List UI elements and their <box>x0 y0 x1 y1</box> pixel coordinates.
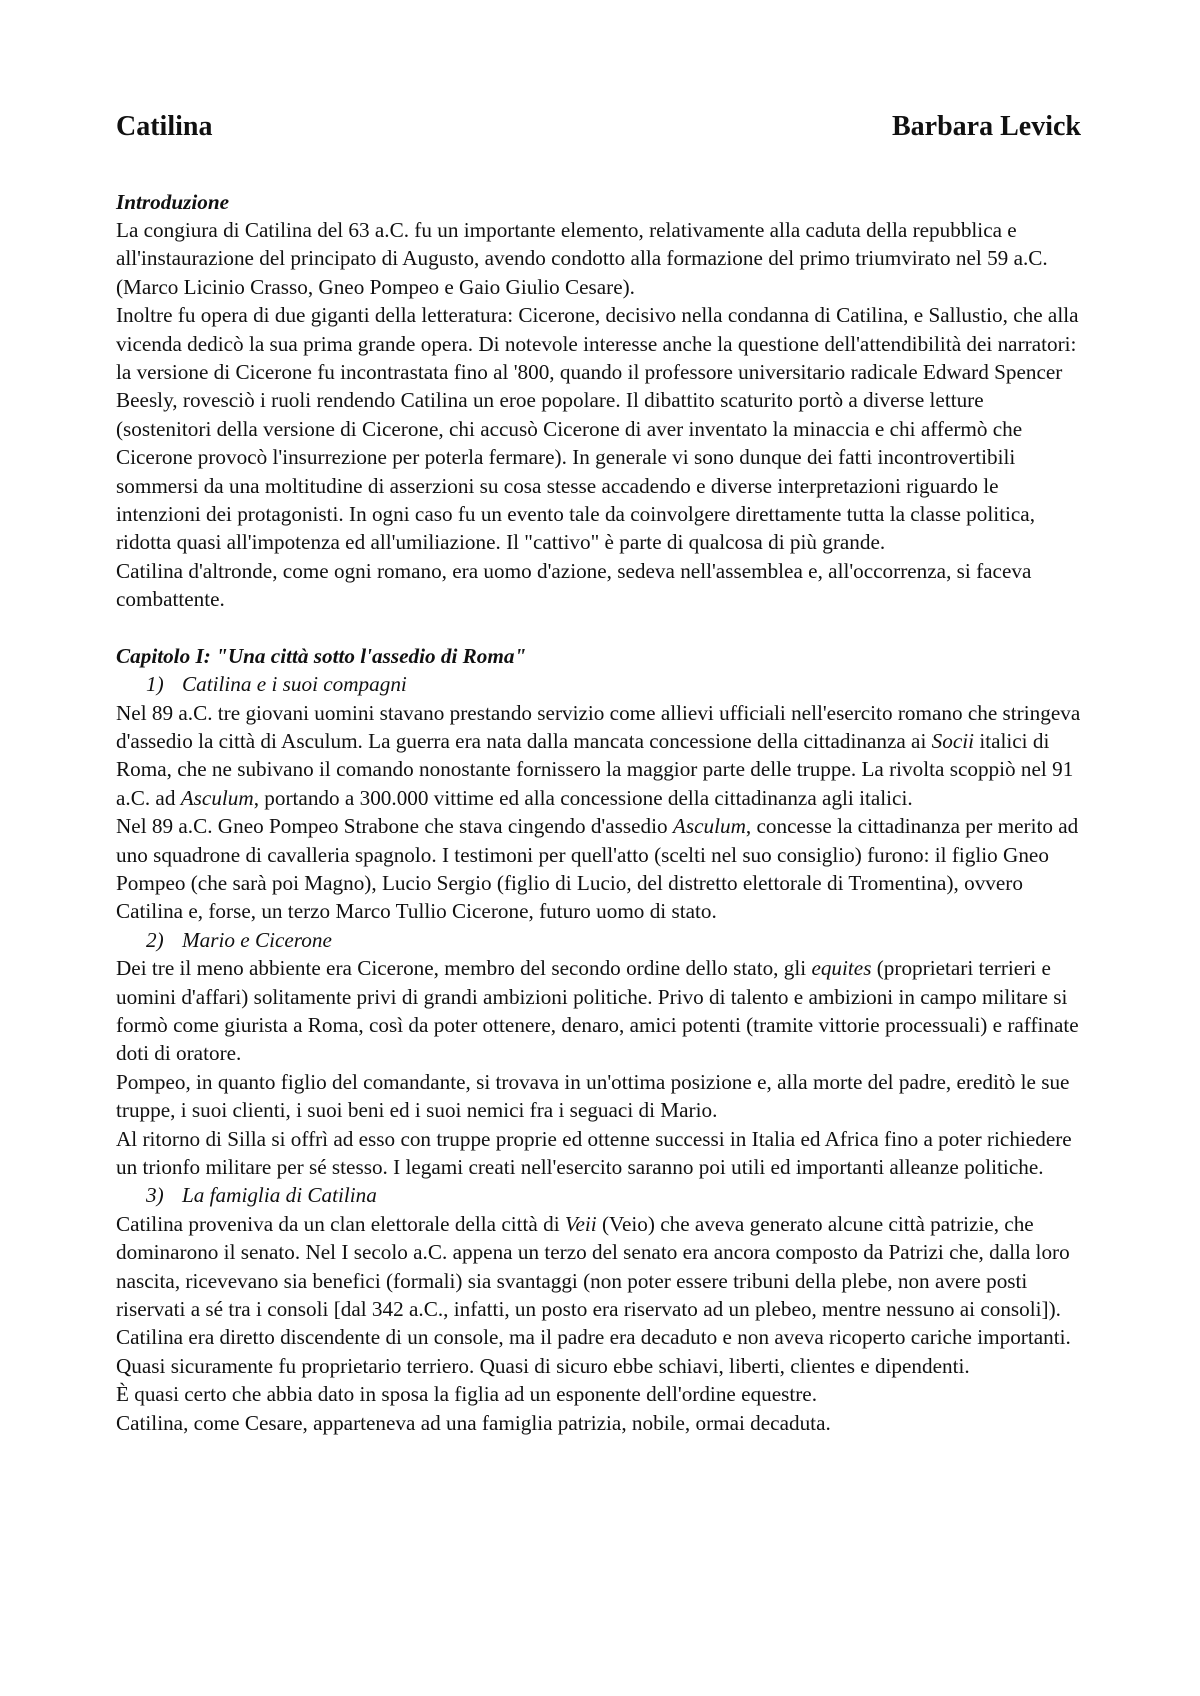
chapter-paragraph: Catilina, come Cesare, apparteneva ad una famiglia patrizia, nobile, ormai decaduta. <box>116 1410 831 1435</box>
text-run: (Veio) che aveva generato alcune città patrizie, che dominarono il senato. Nel I secolo a.C. appena un terzo del senato era ancora composto da Patrizi che, dalla loro nascita, ricevevano sia benefici (formali) sia svantaggi (non poter essere tribuni della plebe, non avere posti riservati a sé tra i consoli [dal 342 a.C., infatti, un posto era riservato ad un plebeo, mentre nessuno ai consoli]). Catilina era diretto discendente di un console, ma il padre era decaduto e non aveva ricoperto cariche importanti. Quasi sicuramente fu proprietario terriero. Quasi di sicuro ebbe schiavi, liberti, clientes e dipendenti. <box>116 1211 1071 1378</box>
text-run: Nel 89 a.C. tre giovani uomini stavano prestando servizio come allievi ufficiali nell'esercito romano che stringeva d'assedio la città di Asculum. La guerra era nata dalla mancata concessione della cittadinanza ai <box>116 700 1081 753</box>
text-run: Dei tre il meno abbiente era Cicerone, membro del secondo ordine dello stato, gli <box>116 956 812 981</box>
introduction-paragraph: Inoltre fu opera di due giganti della letteratura: Cicerone, decisivo nella condanna di Catilina, e Sallustio, che alla vicenda dedicò la sua prima grande opera. Di notevole interesse anche la questione dell'attendibilità dei narratori: la versione di Cicerone fu incontrastata fino al '800, quando il professore universitario radicale Edward Spencer Beesly, rovesciò i ruoli rendendo Catilina un eroe popolare. Il dibattito scaturito portò a diverse letture (sostenitori della versione di Cicerone, chi accusò Cicerone di aver inventato la minaccia e chi affermò che Cicerone provocò l'insurrezione per poterla fermare). In generale vi sono dunque dei fatti incontrovertibili sommersi da una moltitudine di asserzioni su cosa stesse accadendo e diverse interpretazioni riguardo le intenzioni dei protagonisti. In ogni caso fu un evento tale da coinvolgere direttamente tutta la classe politica, ridotta quasi all'impotenza ed all'umiliazione. Il "cattivo" è parte di qualcosa di più grande. <box>116 303 1079 555</box>
italic-term: equites <box>811 956 872 981</box>
introduction-paragraph: La congiura di Catilina del 63 a.C. fu un importante elemento, relativamente alla caduta della repubblica e all'instaurazione del principato di Augusto, avendo condotto alla formazione del primo triumvirato nel 59 a.C. (Marco Licinio Crasso, Gneo Pompeo e Gaio Giulio Cesare). <box>116 218 1048 299</box>
italic-term: Veii <box>564 1211 597 1236</box>
introduction-paragraph: Catilina d'altronde, come ogni romano, era uomo d'azione, sedeva nell'assemblea e, all'occorrenza, si faceva combattente. <box>116 558 1032 612</box>
text-run: , portando a 300.000 vittime ed alla concessione della cittadinanza agli italici. <box>253 785 913 810</box>
text-run: italici di Roma, che ne subivano il comando nonostante fornissero la maggior parte delle truppe. La rivolta scoppiò nel 91 a.C. ad <box>116 728 1074 810</box>
text-run: , concesse la cittadinanza per merito ad uno squadrone di cavalleria spagnolo. I testimoni per quell'atto (scelti nel suo consiglio) furono: il figlio Gneo Pompeo (che sarà poi Magno), Lucio Sergio (figlio di Lucio, del distretto elettorale di Tromentina), ovvero Catilina e, forse, un terzo Marco Tullio Cicerone, futuro uomo di stato. <box>116 814 1079 924</box>
subsection-title: La famiglia di Catilina <box>182 1183 377 1208</box>
italic-term: Socii <box>931 728 975 753</box>
document-title: Catilina <box>116 111 213 142</box>
chapter-paragraph: Pompeo, in quanto figlio del comandante, si trovava in un'ottima posizione e, alla morte del padre, ereditò le sue truppe, i suoi clienti, i suoi beni ed i suoi nemici fra i seguaci di Mario. <box>116 1069 1070 1123</box>
chapter-1-heading: Capitolo I: "Una città sotto l'assedio di Roma" <box>116 643 527 668</box>
italic-term: Asculum <box>180 785 254 810</box>
introduction-section <box>116 188 1081 614</box>
document-page <box>116 110 1081 1437</box>
chapter-paragraph: Al ritorno di Silla si offrì ad esso con truppe proprie ed ottenne successi in Italia ed Africa fino a poter richiedere un trionfo militare per sé stesso. I legami creati nell'esercito saranno poi utili ed importanti alleanze politiche. <box>116 1126 1072 1179</box>
chapter-paragraph <box>116 1210 1081 1380</box>
introduction-heading: Introduzione <box>116 189 230 214</box>
subsection-heading-3 <box>116 1181 1081 1209</box>
chapter-paragraph: È quasi certo che abbia dato in sposa la figlia ad un esponente dell'ordine equestre. <box>116 1382 817 1407</box>
subsection-number: 2) <box>146 927 164 952</box>
chapter-1-section <box>116 642 1081 1437</box>
text-run: Nel 89 a.C. Gneo Pompeo Strabone che stava cingendo d'assedio <box>116 814 673 839</box>
chapter-paragraph <box>116 699 1081 813</box>
subsection-heading-1 <box>116 670 1081 698</box>
text-run: (proprietari terrieri e uomini d'affari) solitamente privi di grandi ambizioni politiche. Privo di talento e ambizioni in campo militare si formò come giurista a Roma, così da poter ottenere, denaro, amici potenti (tramite vittorie processuali) e raffinate doti di oratore. <box>116 956 1079 1066</box>
subsection-title: Catilina e i suoi compagni <box>182 672 407 697</box>
italic-term: Asculum <box>672 814 746 839</box>
document-author: Barbara Levick <box>892 111 1081 142</box>
subsection-title: Mario e Cicerone <box>182 927 332 952</box>
subsection-number: 3) <box>146 1183 164 1208</box>
subsection-heading-2 <box>116 926 1081 954</box>
subsection-number: 1) <box>146 672 164 697</box>
text-run: Catilina proveniva da un clan elettorale della città di <box>116 1211 565 1236</box>
chapter-paragraph <box>116 812 1081 926</box>
chapter-paragraph <box>116 954 1081 1068</box>
document-header <box>116 110 1081 144</box>
